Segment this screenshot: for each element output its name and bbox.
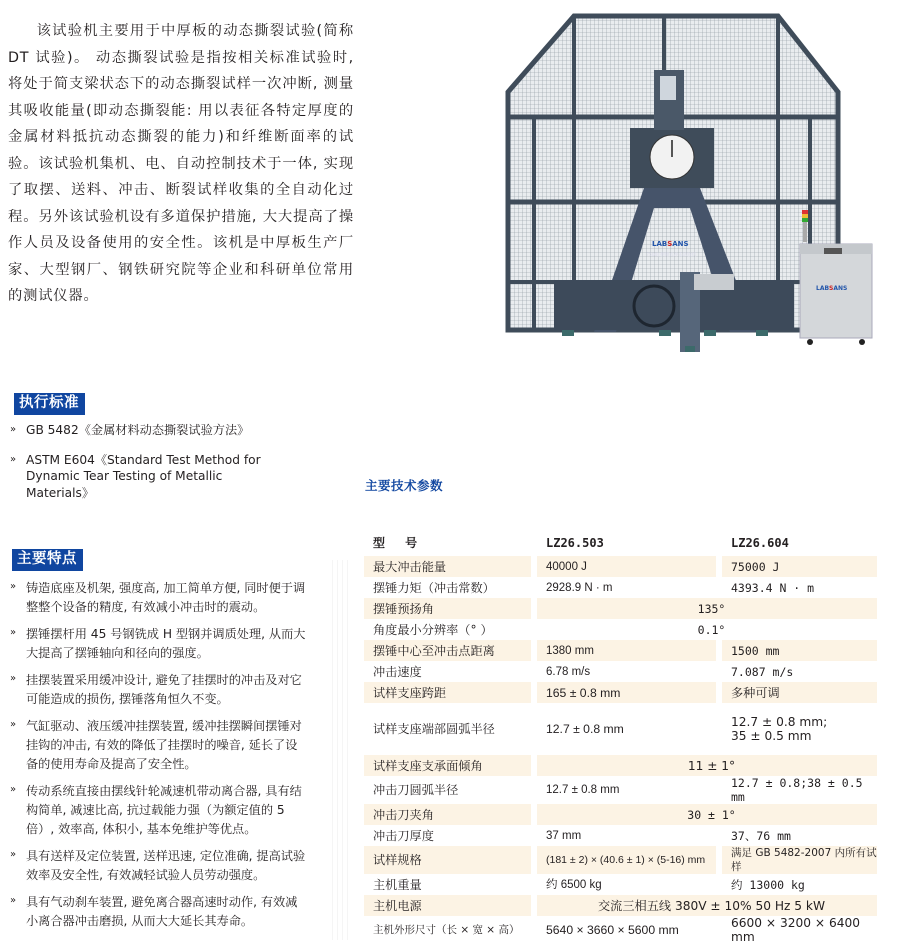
intro-paragraph xyxy=(8,18,354,310)
feature-text: 挂摆装置采用缓冲设计, 避免了挂摆时的冲击及对它可能造成的损伤, 摆锤落角恒久不变。 xyxy=(26,673,302,706)
table-row xyxy=(364,776,877,804)
svg-text:LABSANS: LABSANS xyxy=(652,240,689,248)
row-value-a: (181 ± 2) × (40.6 ± 1) × (5-16) mm xyxy=(531,846,716,874)
row-label: 最大冲击能量 xyxy=(364,556,531,577)
feature-text: 具有送样及定位装置, 送样迅速, 定位准确, 提高试验效率及安全性, 有效减轻试验人员劳动强度。 xyxy=(26,849,306,882)
bullet-icon: » xyxy=(10,673,17,684)
row-value-a: 约 6500 kg xyxy=(531,874,716,895)
row-value-a: 165 ± 0.8 mm xyxy=(531,682,716,703)
standard-item xyxy=(10,452,310,502)
row-value-a: 40000 J xyxy=(531,556,716,577)
standards-list xyxy=(10,422,310,514)
row-label: 试样支座支承面倾角 xyxy=(364,755,531,776)
row-value-shared: 11 ± 1° xyxy=(531,755,877,776)
row-label: 主机电源 xyxy=(364,895,531,916)
row-label: 摆锤力矩（冲击常数） xyxy=(373,580,495,595)
product-image xyxy=(494,12,880,357)
table-row xyxy=(364,577,877,598)
row-label: 主机重量 xyxy=(373,877,422,892)
row-label: 冲击刀夹角 xyxy=(364,804,531,825)
standard-text: GB 5482《金属材料动态撕裂试验方法》 xyxy=(26,423,250,437)
feature-item xyxy=(10,782,310,839)
feature-item xyxy=(10,893,310,931)
table-row xyxy=(364,874,877,895)
row-value-shared: 0.1° xyxy=(531,619,877,640)
feature-text: 传动系统直接由摆线针轮减速机带动离合器, 具有结构简单, 减速比高, 抗过载能力强（为额定值的 5 倍）, 效率高, 体积小, 基本免维护等优点。 xyxy=(26,784,302,836)
row-label: 试样支座跨距 xyxy=(364,682,531,703)
row-value-a: 6.78 m/s xyxy=(531,661,716,682)
row-value-b: 满足 GB 5482-2007 内所有试样 xyxy=(716,846,877,874)
row-value-b-line2: 35 ± 0.5 mm xyxy=(731,729,812,743)
row-value-shared: 30 ± 1° xyxy=(531,804,877,825)
table-row xyxy=(364,556,877,577)
features-list xyxy=(10,579,310,939)
row-value-a: 12.7 ± 0.8 mm xyxy=(531,703,716,755)
row-label: 冲击速度 xyxy=(373,664,422,679)
feature-text: 具有气动刹车装置, 避免离合器高速时动作, 有效减小离合器冲击磨损, 从而大大延长其寿命。 xyxy=(26,895,298,928)
header-model-b: LZ26.604 xyxy=(731,536,789,550)
row-value-b: 多种可调 xyxy=(716,682,877,703)
standard-item xyxy=(10,422,310,439)
table-row xyxy=(364,895,877,916)
bullet-icon: » xyxy=(10,849,17,860)
bullet-icon: » xyxy=(10,719,17,730)
decorative-lines xyxy=(332,560,352,940)
table-row xyxy=(364,804,877,825)
header-model-a: LZ26.503 xyxy=(546,536,604,550)
row-value-a: 5640 × 3660 × 5600 mm xyxy=(531,916,716,944)
params-heading: 主要技术参数 xyxy=(365,478,444,493)
table-row xyxy=(364,755,877,776)
row-value-b xyxy=(716,703,877,755)
row-value-b: 4393.4 N · m xyxy=(716,577,877,598)
feature-text: 摆锤摆杆用 45 号钢铣成 H 型钢并调质处理, 从而大大提高了摆锤轴向和径向的强度。 xyxy=(26,627,306,660)
intro-text: 该试验机主要用于中厚板的动态撕裂试验(简称 DT 试验)。 动态撕裂试验是指按相关标准试验时, 将处于简支梁状态下的动态撕裂试样一次冲断, 测量其吸收能量(即动态撕裂能: 用以表征各特定厚度的金属材料抵抗动态撕裂的能力)和纤维断面率的试验。该试验机集机、电、自动控制技术于一体, 实现了取摆、送料、冲击、断裂试样收集的全自动化过程。另外该试验机设有多道保护措施, 大大提高了操作人员及设备使用的安全性。该机是中厚板生产厂家、大型钢厂、钢铁研究院等企业和科研单位常用的测试仪器。 xyxy=(8,23,354,304)
row-value-b: 6600 × 3200 × 6400 mm xyxy=(716,916,877,944)
row-value-b: 12.7 ± 0.8;38 ± 0.5 mm xyxy=(716,776,877,804)
standards-heading: 执行标准 xyxy=(14,393,85,415)
bullet-icon: » xyxy=(10,784,17,795)
feature-item xyxy=(10,579,310,617)
row-value-shared: 交流三相五线 380V ± 10% 50 Hz 5 kW xyxy=(531,895,877,916)
row-label: 试样支座端部圆弧半径 xyxy=(373,722,495,736)
bullet-icon: » xyxy=(10,895,17,906)
row-value-shared: 135° xyxy=(531,598,877,619)
row-value-b: 75000 J xyxy=(716,556,877,577)
row-label: 冲击刀厚度 xyxy=(373,828,434,843)
feature-item xyxy=(10,847,310,885)
row-value-b: 37、76 mm xyxy=(716,825,877,846)
row-value-b: 1500 mm xyxy=(716,640,877,661)
table-row xyxy=(364,825,877,846)
table-row xyxy=(364,640,877,661)
row-value-b: 7.087 m/s xyxy=(716,661,877,682)
row-value-a: 2928.9 N · m xyxy=(531,577,716,598)
bullet-icon: » xyxy=(10,453,17,465)
features-heading: 主要特点 xyxy=(12,549,83,571)
feature-item xyxy=(10,671,310,709)
bullet-icon: » xyxy=(10,581,17,592)
row-label: 摆锤预扬角 xyxy=(364,598,531,619)
table-row xyxy=(364,598,877,619)
svg-text:LABSANS: LABSANS xyxy=(816,285,848,292)
feature-text: 气缸驱动、液压缓冲挂摆装置, 缓冲挂摆瞬间摆锤对挂钩的冲击, 有效的降低了挂摆时的噪音, 延长了设备的使用寿命及提高了安全性。 xyxy=(26,719,302,771)
table-header-row xyxy=(364,530,877,556)
row-label: 冲击刀圆弧半径 xyxy=(373,783,459,797)
bullet-icon: » xyxy=(10,627,17,638)
row-label: 摆锤中心至冲击点距离 xyxy=(364,640,531,661)
row-value-b-line1: 12.7 ± 0.8 mm; xyxy=(731,715,828,729)
table-row xyxy=(364,661,877,682)
standard-text: ASTM E604《Standard Test Method for Dynamic Tear Testing of Metallic Materials》 xyxy=(26,452,261,500)
header-model-label: 型 号 xyxy=(373,536,426,550)
feature-text: 铸造底座及机架, 强度高, 加工简单方便, 同时便于调整整个设备的精度, 有效减小冲击时的震动。 xyxy=(26,581,306,614)
row-label: 角度最小分辨率（° ） xyxy=(373,622,493,637)
table-row xyxy=(364,682,877,703)
table-row xyxy=(364,619,877,640)
params-table xyxy=(364,530,877,944)
table-row xyxy=(364,846,877,874)
row-value-a: 12.7 ± 0.8 mm xyxy=(531,776,716,804)
feature-item xyxy=(10,717,310,774)
row-value-a: 1380 mm xyxy=(531,640,716,661)
row-label: 试样规格 xyxy=(364,846,531,874)
table-row xyxy=(364,703,877,755)
bullet-icon: » xyxy=(10,424,17,435)
feature-item xyxy=(10,625,310,663)
row-label: 主机外形尺寸（长 × 宽 × 高） xyxy=(373,924,520,936)
row-value-b: 约 13000 kg xyxy=(716,874,877,895)
row-value-a: 37 mm xyxy=(531,825,716,846)
svg-text:7500J 摆锤式冲击试验机: 7500J 摆锤式冲击试验机 xyxy=(646,253,697,258)
table-row xyxy=(364,916,877,944)
